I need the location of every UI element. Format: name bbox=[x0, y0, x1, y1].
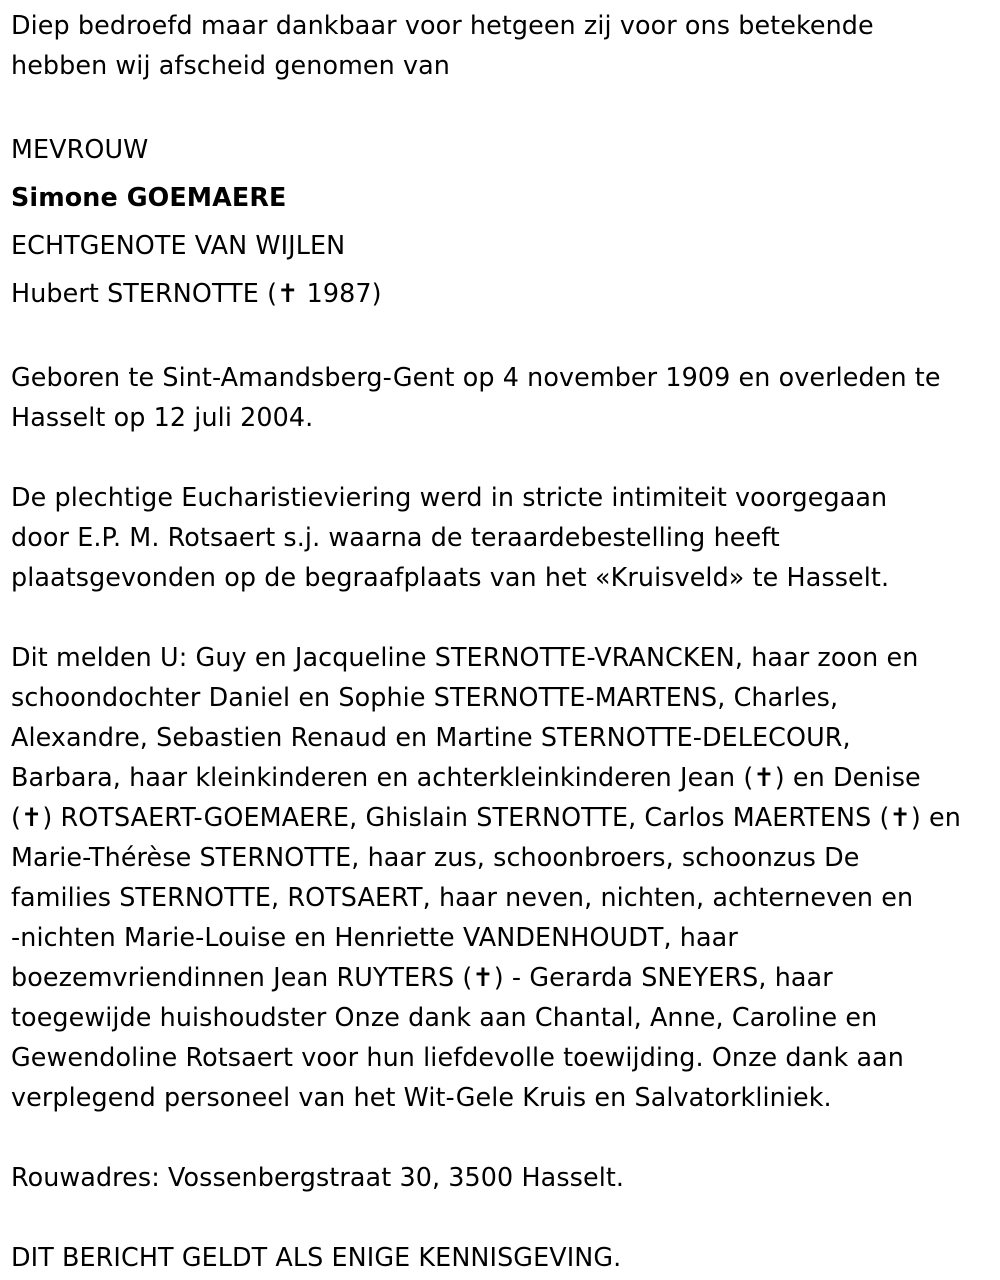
ceremony-line: plaatsgevonden op de begraafplaats van het «Kruisveld» te Hasselt. bbox=[11, 562, 890, 592]
spacer bbox=[11, 1117, 993, 1157]
family-line: Gewendoline Rotsaert voor hun liefdevolle toewijding. Onze dank aan bbox=[11, 1042, 904, 1072]
family-line: boezemvriendinnen Jean RUYTERS (✝) - Gerarda SNEYERS, haar bbox=[11, 962, 833, 992]
ceremony-paragraph bbox=[11, 477, 993, 597]
closing-paragraph bbox=[11, 1237, 993, 1277]
birth-death-line: Geboren te Sint-Amandsberg-Gent op 4 november 1909 en overleden te bbox=[11, 362, 941, 392]
intro-line: hebben wij afscheid genomen van bbox=[11, 50, 450, 80]
family-line: (✝) ROTSAERT-GOEMAERE, Ghislain STERNOTTE, Carlos MAERTENS (✝) en bbox=[11, 802, 961, 832]
ceremony-line: De plechtige Eucharistieviering werd in stricte intimiteit voorgegaan bbox=[11, 482, 888, 512]
family-line: Marie-Thérèse STERNOTTE, haar zus, schoonbroers, schoonzus De bbox=[11, 842, 860, 872]
intro-line: Diep bedroefd maar dankbaar voor hetgeen zij voor ons betekende bbox=[11, 10, 874, 40]
mourning-address: Rouwadres: Vossenbergstraat 30, 3500 Hasselt. bbox=[11, 1162, 625, 1192]
spouse-label: ECHTGENOTE VAN WIJLEN bbox=[11, 230, 346, 260]
spacer bbox=[11, 1197, 993, 1237]
family-line: families STERNOTTE, ROTSAERT, haar neven, nichten, achterneven en bbox=[11, 882, 914, 912]
family-line: schoondochter Daniel en Sophie STERNOTTE-MARTENS, Charles, bbox=[11, 682, 839, 712]
family-line: Dit melden U: Guy en Jacqueline STERNOTTE-VRANCKEN, haar zoon en bbox=[11, 642, 919, 672]
deceased-block bbox=[11, 125, 993, 317]
intro-paragraph bbox=[11, 5, 993, 85]
address-paragraph bbox=[11, 1157, 993, 1197]
birth-death-paragraph bbox=[11, 357, 993, 437]
closing-statement: DIT BERICHT GELDT ALS ENIGE KENNISGEVING. bbox=[11, 1242, 622, 1272]
family-line: -nichten Marie-Louise en Henriette VANDENHOUDT, haar bbox=[11, 922, 738, 952]
deceased-name: Simone GOEMAERE bbox=[11, 182, 287, 212]
spouse-name: Hubert STERNOTTE (✝ 1987) bbox=[11, 278, 382, 308]
family-line: toegewijde huishoudster Onze dank aan Chantal, Anne, Caroline en bbox=[11, 1002, 878, 1032]
spacer bbox=[11, 437, 993, 477]
ceremony-line: door E.P. M. Rotsaert s.j. waarna de teraardebestelling heeft bbox=[11, 522, 780, 552]
family-line: verplegend personeel van het Wit-Gele Kruis en Salvatorkliniek. bbox=[11, 1082, 832, 1112]
spacer bbox=[11, 317, 993, 357]
family-paragraph bbox=[11, 637, 993, 1117]
spacer bbox=[11, 597, 993, 637]
title-mevrouw: MEVROUW bbox=[11, 134, 149, 164]
spacer bbox=[11, 85, 993, 125]
family-line: Alexandre, Sebastien Renaud en Martine STERNOTTE-DELECOUR, bbox=[11, 722, 851, 752]
birth-death-line: Hasselt op 12 juli 2004. bbox=[11, 402, 314, 432]
family-line: Barbara, haar kleinkinderen en achterkleinkinderen Jean (✝) en Denise bbox=[11, 762, 921, 792]
obituary-notice bbox=[11, 5, 993, 1277]
